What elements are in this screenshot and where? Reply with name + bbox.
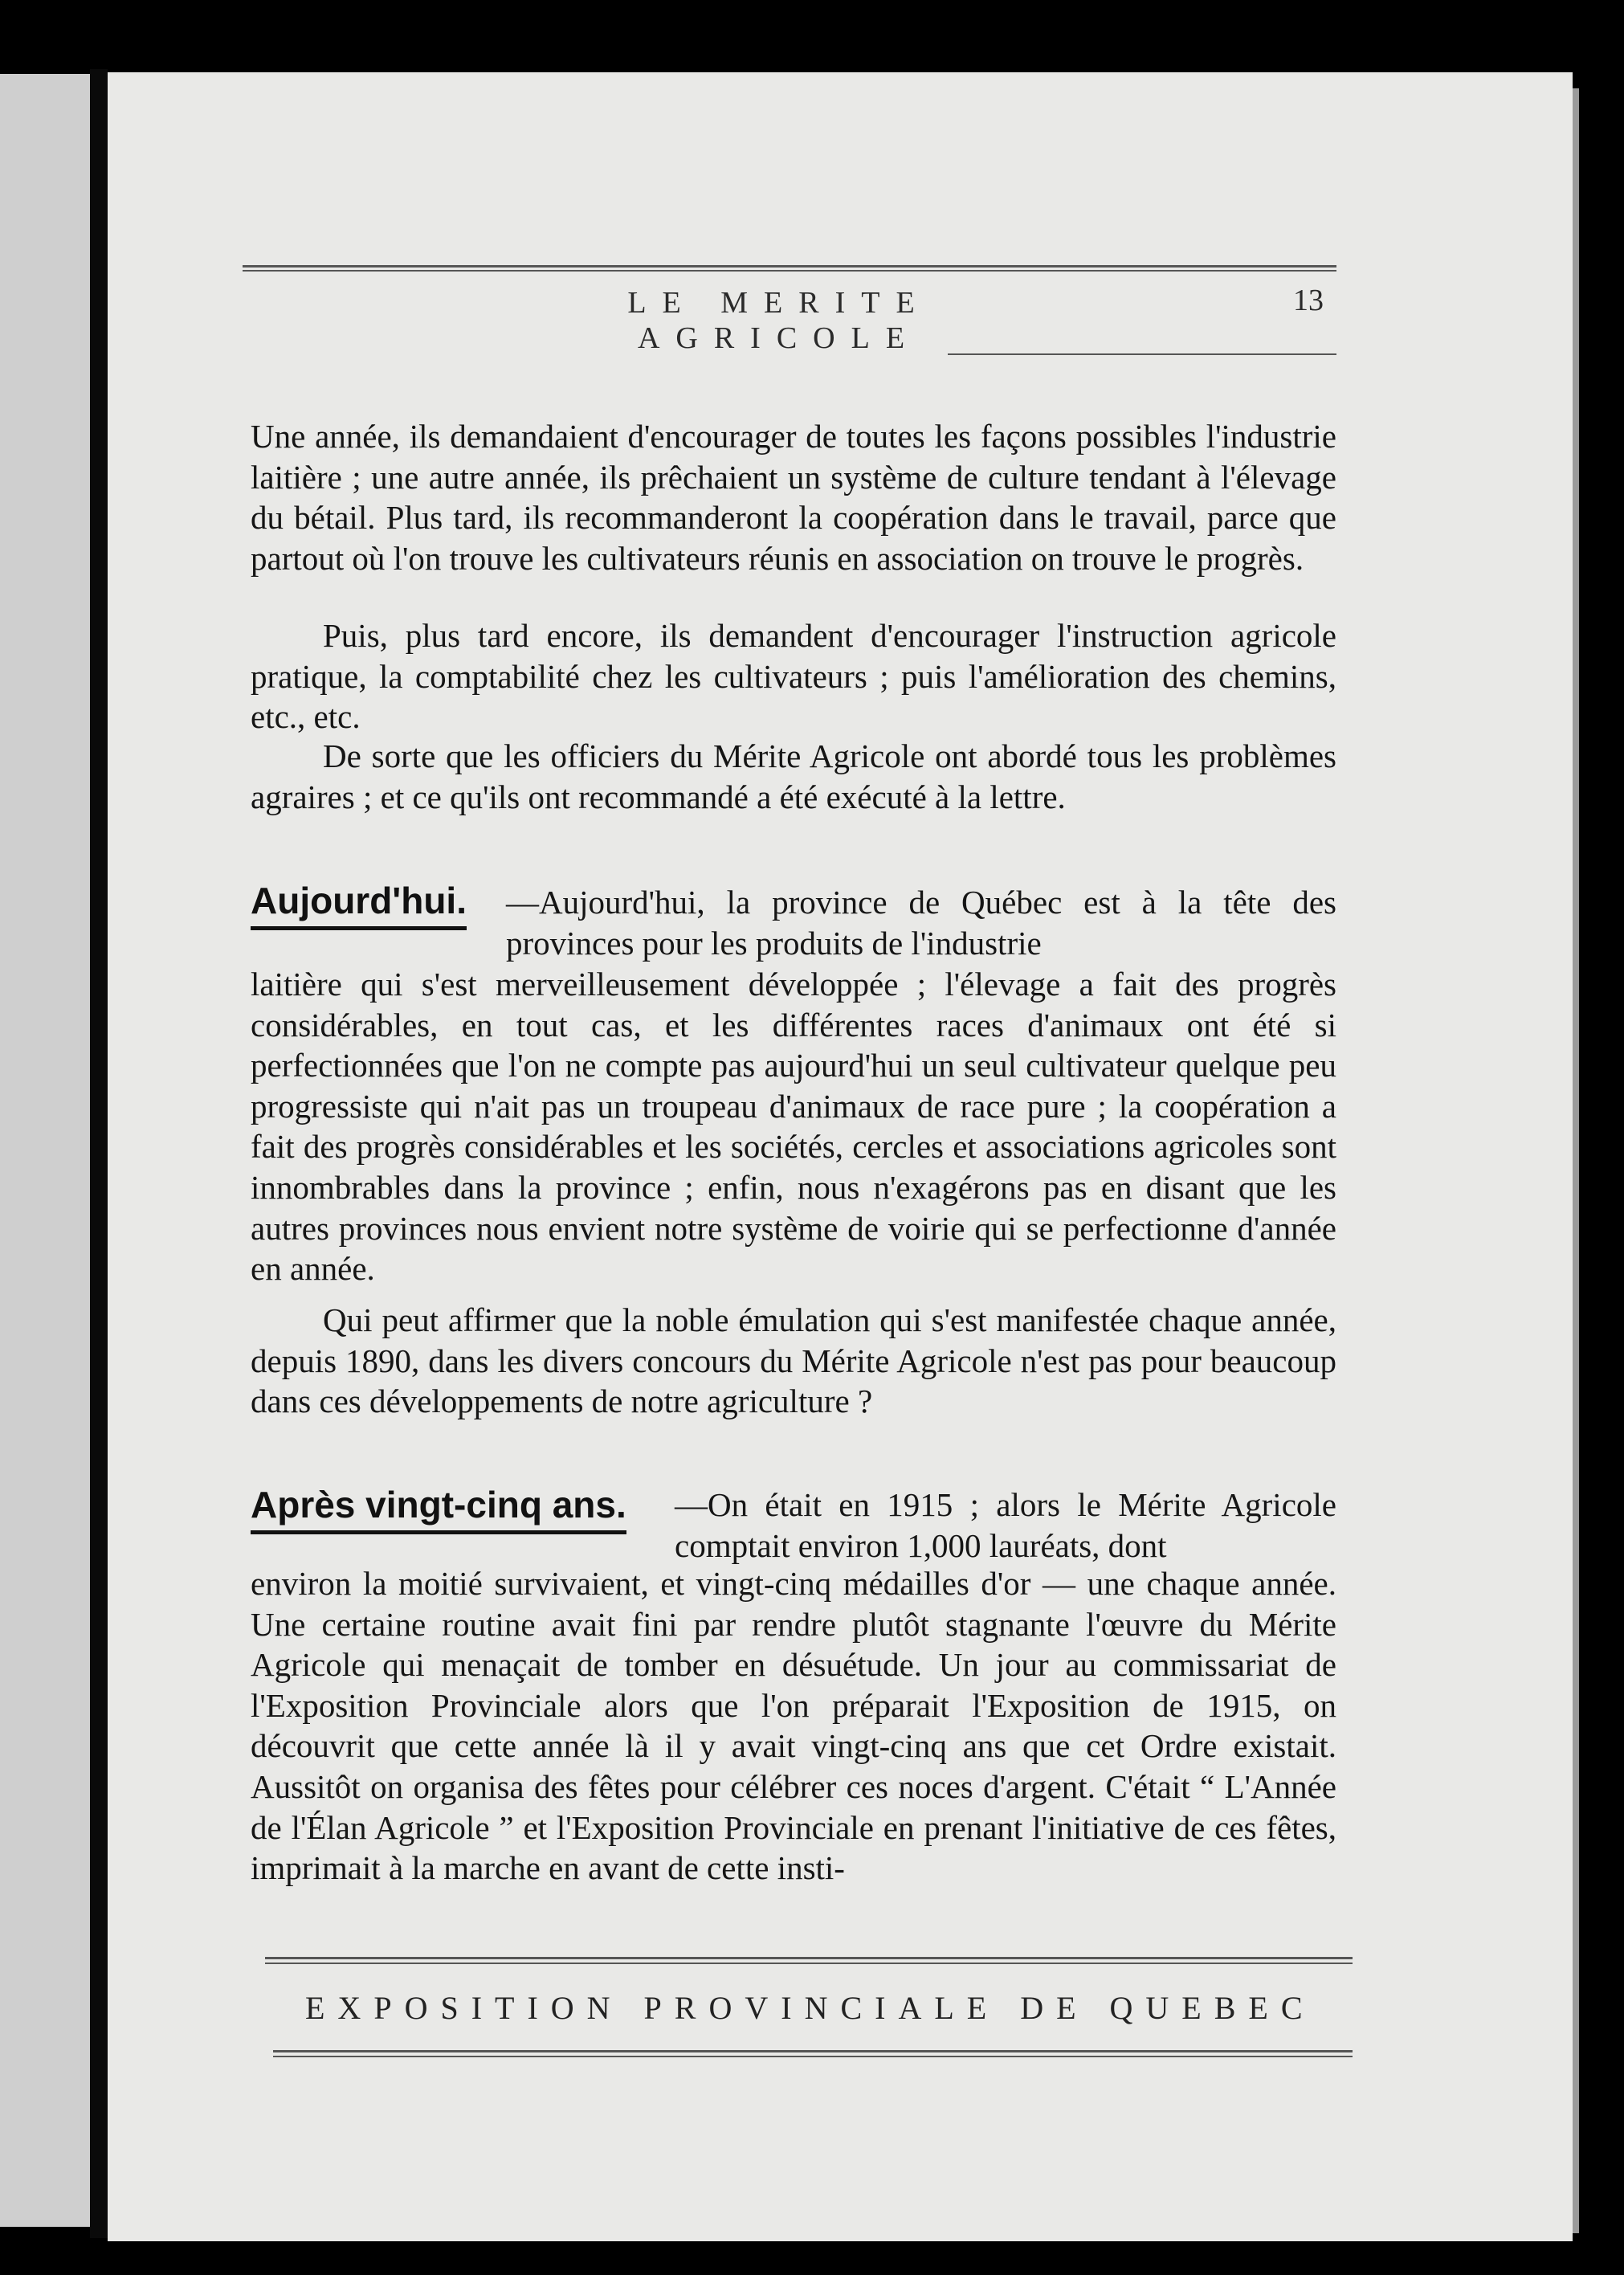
section-2-body: environ la moitié survivaient, et vingt-cinq médailles d'or — une chaque année. Une certaine routine avait fini par rendre plutôt stagnante l'œuvre du Mérite Agricole qui menaçait de tomber en désuétude. Un jour au commissariat de l'Exposition Provinciale alors que l'on préparait l'Exposition de 1915, on découvrit que cette année là il y avait vingt-cinq ans que cet Ordre existait. Aussitôt on organisa des fêtes pour célébrer ces noces d'argent. C'était “ L'Année de l'Élan Agricole ” et l'Exposition Provinciale en prenant l'initiative de ces fêtes, imprimait à la marche en avant de cette insti- xyxy=(251,1565,1336,1887)
footer-rule-top xyxy=(265,1957,1353,1959)
section-1-runin: —Aujourd'hui, la province de Québec est à la tête des provinces pour les produits de l'industrie xyxy=(506,884,1336,962)
facing-page xyxy=(0,74,90,2227)
footer-rule-top-2 xyxy=(265,1963,1353,1964)
paragraph-4: Qui peut affirmer que la noble émulation qui s'est manifestée chaque année, depuis 1890, dans les divers concours du Mérite Agricole n'est pas pour beaucoup dans ces développements de notre agriculture ? xyxy=(251,1301,1336,1420)
section-1-body: laitière qui s'est merveilleusement développée ; l'élevage a fait des progrès considérables, en tout cas, et les différentes races d'animaux ont été si perfectionnées que l'on ne compte pas aujourd'hui un seul cultivateur quelque peu progressiste qui n'ait pas un troupeau d'animaux de race pure ; la coopération a fait des progrès considérables et les sociétés, cercles et associations agricoles sont innombrables dans la province ; enfin, nous n'exagérons pas en disant que les autres provinces nous envient notre système de voirie qui se perfectionne d'année en année. xyxy=(251,966,1336,1288)
section-heading-apres-vingt-cinq-ans xyxy=(251,1483,626,1526)
paragraph-1: Une année, ils demandaient d'encourager de toutes les façons possibles l'industrie laitière ; une autre année, ils prêchaient un système de culture tendant à l'élevage du bétail. Plus tard, ils recommanderont la coopération dans le travail, parce que partout où l'on trouve les cultivateurs réunis en association on trouve le progrès. xyxy=(251,418,1336,577)
section-heading-text: Aujourd'hui. xyxy=(251,880,467,921)
page-edge xyxy=(1573,88,1579,2233)
running-head: LE MERITE AGRICOLE xyxy=(627,286,931,355)
header-rule-bottom xyxy=(948,353,1336,355)
page-number: 13 xyxy=(1293,284,1324,317)
paragraph-2: Puis, plus tard encore, ils demandent d'encourager l'instruction agricole pratique, la comptabilité chez les cultivateurs ; puis l'amélioration des chemins, etc., etc. xyxy=(251,617,1336,736)
header-rule-top xyxy=(243,265,1336,268)
footer-text: EXPOSITION PROVINCIALE DE QUEBEC xyxy=(305,1990,1316,2026)
footer-rule-bottom xyxy=(273,2050,1353,2052)
section-heading-aujourdhui xyxy=(251,879,467,922)
heading-underline xyxy=(251,1530,626,1534)
section-heading-text: Après vingt-cinq ans. xyxy=(251,1484,626,1526)
section-2-runin: —On était en 1915 ; alors le Mérite Agricole comptait environ 1,000 lauréats, dont xyxy=(675,1486,1336,1564)
book-binding xyxy=(90,69,108,2238)
header-rule-top-2 xyxy=(243,270,1336,272)
footer-rule-bottom-2 xyxy=(273,2056,1353,2057)
paragraph-3: De sorte que les officiers du Mérite Agricole ont abordé tous les problèmes agraires ; et ce qu'ils ont recommandé a été exécuté à la lettre. xyxy=(251,737,1336,815)
heading-underline xyxy=(251,926,467,930)
